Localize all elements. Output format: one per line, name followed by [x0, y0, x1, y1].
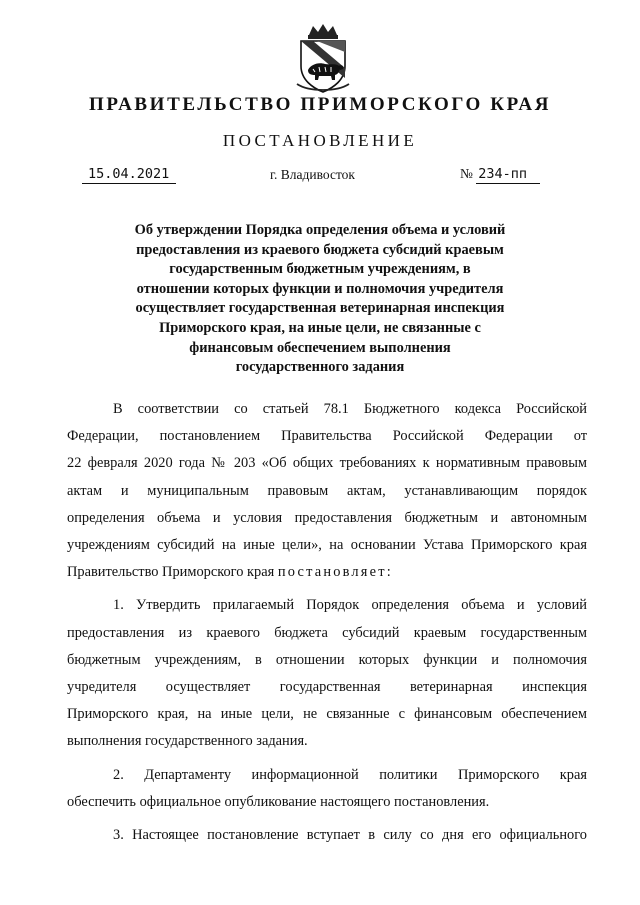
- body-line: предоставления из краевого бюджета субсидий краевым государственным: [67, 624, 587, 641]
- item-1-paragraph: [67, 592, 587, 755]
- body-line: актам и муниципальным правовым актам, устанавливающим порядок: [67, 482, 587, 499]
- body-line: 22 февраля 2020 года № 203 «Об общих требованиях к нормативным правовым: [67, 455, 587, 472]
- title-line: финансовым обеспечением выполнения: [189, 339, 451, 356]
- body-line: Федерации, постановлением Правительства Российской Федерации от: [67, 428, 587, 445]
- body-line: бюджетным учреждениям, в отношении которых функции и полномочия: [67, 651, 587, 668]
- title-line: предоставления из краевого бюджета субсидий краевым: [136, 241, 504, 258]
- document-title: [95, 221, 545, 378]
- title-line: государственного задания: [235, 359, 405, 376]
- document-type: ПОСТАНОВЛЕНИЕ: [222, 131, 418, 150]
- title-line: отношении которых функции и полномочия учредителя: [136, 280, 504, 297]
- document-body: [67, 396, 587, 849]
- title-line: Приморского края, на иные цели, не связанные с: [159, 319, 481, 336]
- title-line: Об утверждении Порядка определения объема и условий: [134, 222, 506, 238]
- document-date: 15.04.2021: [82, 165, 176, 184]
- body-line: обеспечить официальное опубликование настоящего постановления.: [67, 793, 490, 810]
- number-prefix: №: [460, 166, 473, 181]
- document-number: [460, 165, 540, 184]
- body-line: [67, 559, 587, 586]
- document-city: г. Владивосток: [270, 167, 355, 182]
- preamble-paragraph: [67, 396, 587, 586]
- body-line: В соответствии со статьей 78.1 Бюджетного кодекса Российской: [113, 401, 587, 417]
- body-line: 3. Настоящее постановление вступает в силу со дня его официального: [113, 827, 587, 844]
- enacting-word: постановляет: [277, 564, 387, 581]
- body-line: определения объема и условия предоставления бюджетным и автономным: [67, 509, 587, 526]
- enacting-colon: :: [386, 564, 391, 581]
- item-2-paragraph: [67, 762, 587, 816]
- number-value: 234-пп: [476, 165, 540, 184]
- body-line: учреждениям субсидий на иные цели», на основании Устава Приморского края: [67, 537, 587, 554]
- body-line: 1. Утвердить прилагаемый Порядок определения объема и условий: [113, 597, 587, 614]
- title-line: государственным бюджетным учреждениям, в: [169, 261, 471, 278]
- primorsky-coat-of-arms-icon: [291, 22, 355, 94]
- organization-name: ПРАВИТЕЛЬСТВО ПРИМОРСКОГО КРАЯ: [88, 94, 552, 115]
- body-line: учредителя осуществляет государственная ветеринарная инспекция: [67, 679, 587, 696]
- preamble-closing-text: Правительство Приморского края: [67, 564, 278, 581]
- body-line: выполнения государственного задания.: [67, 733, 308, 750]
- body-line: Приморского края, на иные цели, не связанные с финансовым обеспечением: [67, 706, 587, 723]
- item-3-paragraph: [67, 822, 587, 849]
- body-line: 2. Департаменту информационной политики Приморского края: [113, 766, 587, 783]
- title-line: осуществляет государственная ветеринарная инспекция: [135, 300, 505, 317]
